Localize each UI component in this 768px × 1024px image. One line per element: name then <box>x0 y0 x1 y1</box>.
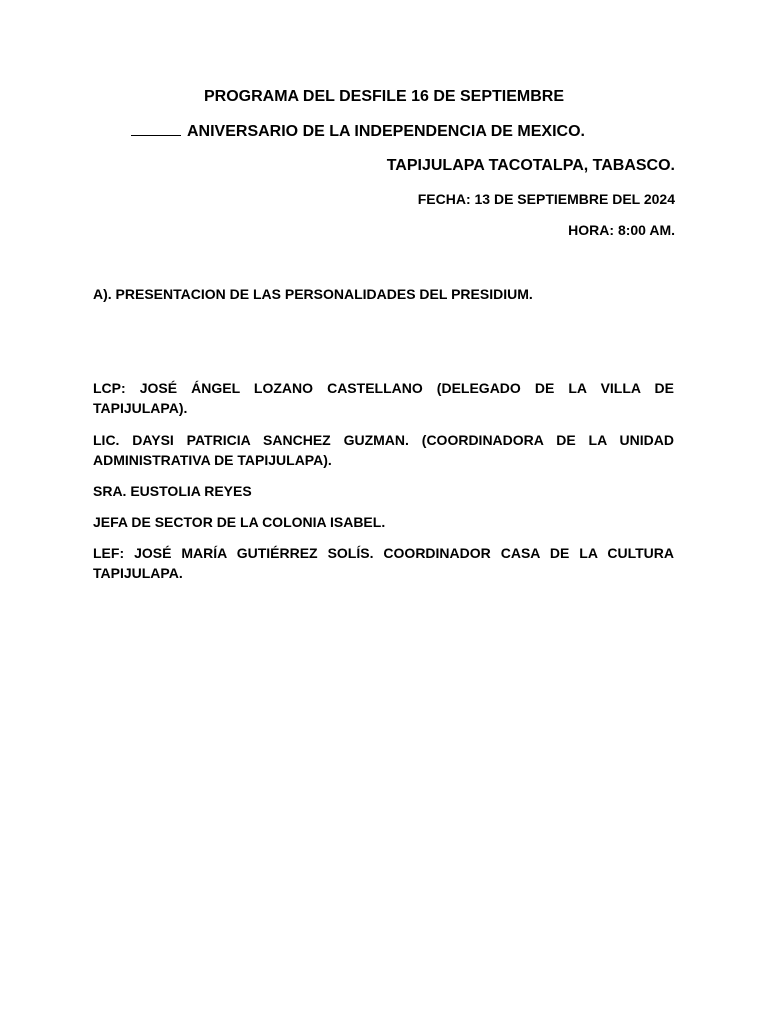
personality-item: LEF: JOSÉ MARÍA GUTIÉRREZ SOLÍS. COORDINADOR CASA DE LA CULTURA TAPIJULAPA. <box>93 545 674 581</box>
event-time: HORA: 8:00 AM. <box>568 222 675 238</box>
personality-item: LCP: JOSÉ ÁNGEL LOZANO CASTELLANO (DELEGADO DE LA VILLA DE TAPIJULAPA). <box>93 380 674 416</box>
anniversary-line <box>131 123 585 141</box>
anniversary-blank <box>131 123 181 136</box>
anniversary-text: ANIVERSARIO DE LA INDEPENDENCIA DE MEXICO. <box>187 123 585 140</box>
personality-item: LIC. DAYSI PATRICIA SANCHEZ GUZMAN. (COORDINADORA DE LA UNIDAD ADMINISTRATIVA DE TAPIJULAPA). <box>93 432 674 468</box>
event-place: TAPIJULAPA TACOTALPA, TABASCO. <box>386 157 675 174</box>
document-title: PROGRAMA DEL DESFILE 16 DE SEPTIEMBRE <box>203 88 565 105</box>
event-date: FECHA: 13 DE SEPTIEMBRE DEL 2024 <box>417 191 675 207</box>
section-a-heading: A). PRESENTACION DE LAS PERSONALIDADES DEL PRESIDIUM. <box>93 286 533 302</box>
personality-item: JEFA DE SECTOR DE LA COLONIA ISABEL. <box>93 514 386 530</box>
personality-item: SRA. EUSTOLIA REYES <box>93 483 252 499</box>
